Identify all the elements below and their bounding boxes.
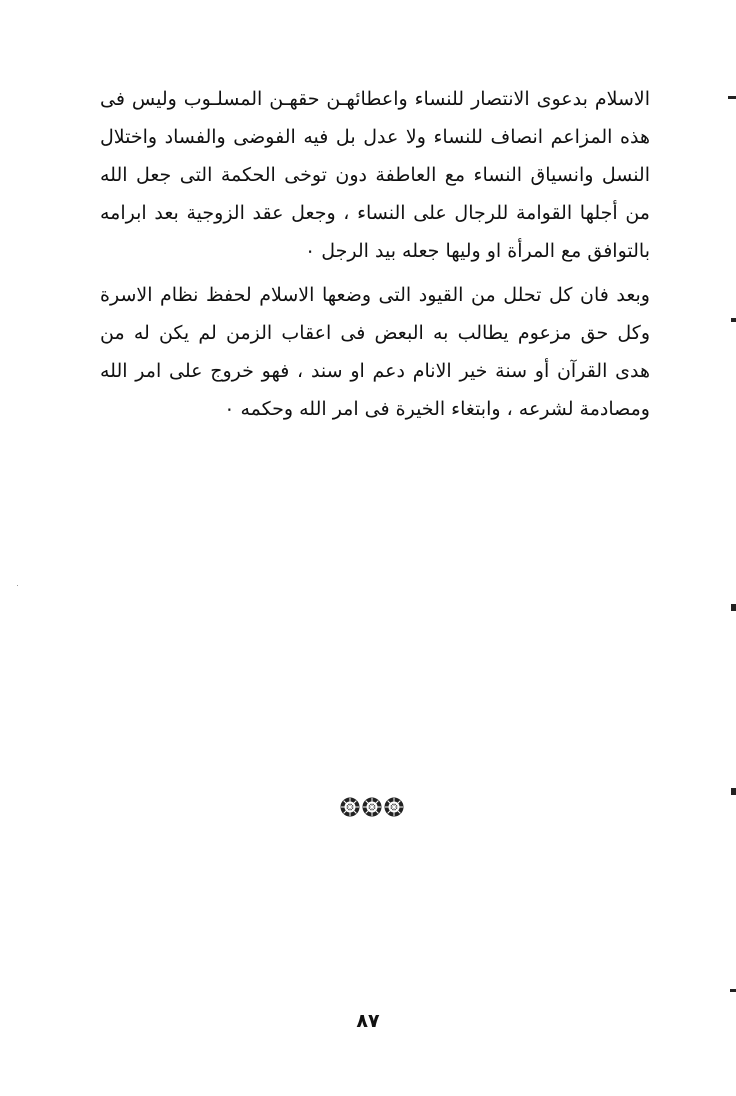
scan-speck <box>17 585 18 586</box>
paragraph-1: الاسلام بدعوى الانتصار للنساء واعطائهـن حقهـن المسلـوب وليس فى هذه المزاعم انصاف للنساء ولا عدل بل فيه الفوضى والفساد واختلال النسل وانسياق النساء مع العاطفة دون توخى الحكمة التى جعل الله من أجلها القوامة للرجال على النساء ، وجعل عقد الزوجية بعد ابرامه بالتوافق مع المرأة او وليها جعله بيد الرجل ٠ <box>100 88 650 262</box>
scan-edge-mark <box>731 788 736 795</box>
scan-edge-mark <box>731 318 736 322</box>
scan-edge-mark <box>731 604 736 611</box>
body-text <box>100 80 650 428</box>
scan-edge-mark <box>730 989 736 992</box>
page-number: ٨٧ <box>356 1010 380 1032</box>
rosette-ornament-icon <box>339 796 405 818</box>
paragraph-2: وبعد فان كل تحلل من القيود التى وضعها الاسلام لحفظ نظام الاسرة وكل حق مزعوم يطالب به البعض فى اعقاب الزمن لم يكن له من هدى القرآن أو سنة خير الانام دعم او سند ، فهو خروج على امر الله ومصادمة لشرعه ، وابتغاء الخيرة فى امر الله وحكمه ٠ <box>100 284 650 420</box>
scan-edge-mark <box>728 96 736 99</box>
